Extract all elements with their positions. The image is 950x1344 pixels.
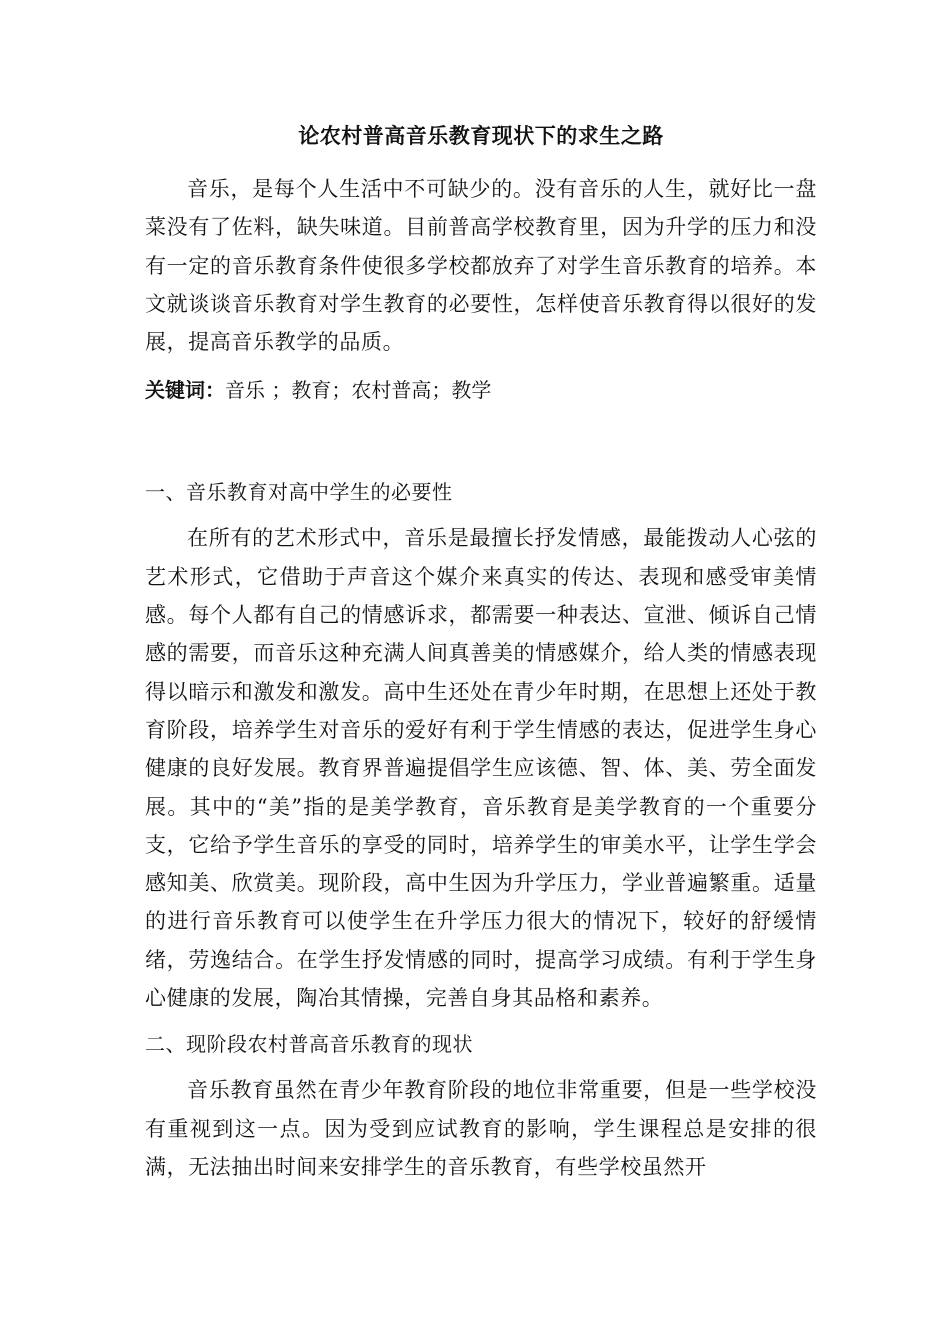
keywords-label: 关键词： <box>145 378 225 403</box>
section-body-1: 在所有的艺术形式中，音乐是最擅长抒发情感，最能拨动人心弦的艺术形式，它借助于声音这个媒介来真实的传达、表现和感受审美情感。每个人都有自己的情感诉求，都需要一种表达、宣泄、倾诉自己情感的需要，而音乐这种充满人间真善美的情感媒介，给人类的情感表现得以暗示和激发和激发。高中生还处在青少年时期，在思想上还处于教育阶段，培养学生对音乐的爱好有利于学生情感的表达，促进学生身心健康的良好发展。教育界普遍提倡学生应该德、智、体、美、劳全面发展。其中的“美”指的是美学教育，音乐教育是美学教育的一个重要分支，它给予学生音乐的享受的同时，培养学生的审美水平，让学生学会感知美、欣赏美。现阶段，高中生因为升学压力，学业普遍繁重。适量的进行音乐教育可以使学生在升学压力很大的情况下，较好的舒缓情绪，劳逸结合。在学生抒发情感的同时，提高学习成绩。有利于学生身心健康的发展，陶冶其情操，完善自身其品格和素养。 <box>145 526 817 1011</box>
document-page <box>145 118 817 1186</box>
keywords-line <box>145 371 817 409</box>
section-body-2: 音乐教育虽然在青少年教育阶段的地位非常重要，但是一些学校没有重视到这一点。因为受到应试教育的影响，学生课程总是安排的很满，无法抽出时间来安排学生的音乐教育，有些学校虽然开 <box>145 1078 817 1179</box>
keywords-text: 音乐 ；教育；农村普高；教学 <box>225 378 492 403</box>
abstract-paragraph: 音乐，是每个人生活中不可缺少的。没有音乐的人生，就好比一盘菜没有了佐料，缺失味道。目前普高学校教育里，因为升学的压力和没有一定的音乐教育条件使很多学校都放弃了对学生音乐教育的培养。本文就谈谈音乐教育对学生教育的必要性，怎样使音乐教育得以很好的发展，提高音乐教学的品质。 <box>145 177 817 355</box>
section-heading-2: 二、现阶段农村普高音乐教育的现状 <box>145 1032 473 1057</box>
section-heading-1: 一、音乐教育对高中学生的必要性 <box>145 480 453 505</box>
document-title: 论农村普高音乐教育现状下的求生之路 <box>298 124 664 148</box>
